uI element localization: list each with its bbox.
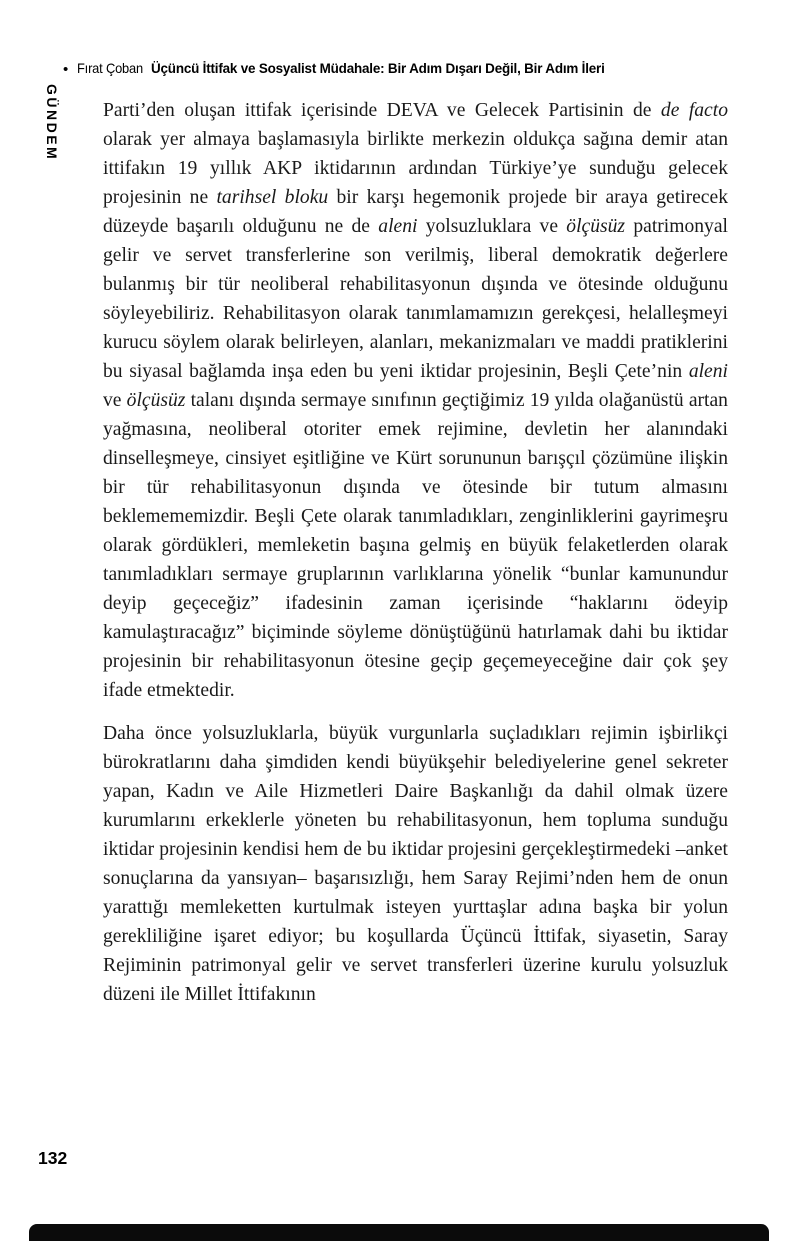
- italic-run: tarihsel bloku: [216, 187, 329, 208]
- text-run: talanı dışında sermaye sınıfının geçtiğimiz 19 yılda olağanüstü artan yağmasına, neoliberal otoriter emek rejimine, devletin her alanındaki dinselleşmeye, cinsiyet eşitliğine ve Kürt sorununun barışçıl çözümüne ilişkin bir tür rehabilitasyonun dışında ve ötesinde bir tutum almasını beklemememizdir. Beşli Çete olarak tanımladıkları, zenginliklerini gayrimeşru olarak gördükleri, memleketin başına gelmiş en büyük felaketlerden olarak tanımladıkları sermaye gruplarının varlıklarına yönelik “bunlar kamunundur deyip geçeceğiz” ifadesinin zaman içerisinde “haklarını ödeyip kamulaştıracağız” biçiminde söyleme dönüştüğünü hatırlamak dahi bu iktidar projesinin bir rehabilitasyonun ötesine geçip geçemeyeceğine dair çok şey ifade etmektedir.: [103, 390, 728, 701]
- italic-run: ölçüsüz: [566, 216, 626, 237]
- text-run: bir karşı hegemonik projede bir araya getirecek düzeyde başarılı olduğunu ne de: [103, 187, 728, 237]
- text-run: ve: [103, 390, 127, 411]
- paragraph: [103, 96, 728, 705]
- italic-run: aleni: [688, 361, 728, 382]
- next-page-edge: [29, 1224, 769, 1241]
- paragraphs-container: [103, 96, 728, 1009]
- header-bullet-icon: •: [63, 61, 69, 78]
- paragraph: [103, 719, 728, 1009]
- header-author: Fırat Çoban: [77, 60, 144, 76]
- italic-run: de facto: [660, 100, 728, 121]
- italic-run: aleni: [378, 216, 418, 237]
- text-run: yolsuzluklara ve: [417, 216, 567, 237]
- body-text: [103, 96, 728, 1023]
- text-run: patrimonyal gelir ve servet transferlerine son verilmiş, liberal demokratik değerlere bulanmış bir tür neoliberal rehabilitasyonun dışında ve ötesinde olduğunu söyleyebiliriz. Rehabilitasyon olarak tanımlamamızın gerekçesi, helalleşmeyi kurucu söylem olarak belirleyen, alanları, mekanizmaları ve maddi pratiklerini bu siyasal bağlamda inşa eden bu yeni iktidar projesinin, Beşli Çete’nin: [103, 216, 728, 382]
- running-header: [63, 60, 762, 78]
- header-article-title: Üçüncü İttifak ve Sosyalist Müdahale: Bir Adım Dışarı Değil, Bir Adım İleri: [150, 60, 605, 76]
- text-run: Parti’den oluşan ittifak içerisinde DEVA ve Gelecek Partisinin de: [103, 100, 661, 121]
- text-run: olarak yer almaya başlamasıyla birlikte merkezin oldukça sağına demir atan ittifakın 19 yıllık AKP iktidarının ardından Türkiye’ye sunduğu gelecek projesinin ne: [103, 129, 728, 208]
- italic-run: ölçüsüz: [126, 390, 186, 411]
- page-number: 132: [38, 1148, 68, 1168]
- text-run: Daha önce yolsuzluklarla, büyük vurgunlarla suçladıkları rejimin işbirlikçi bürokratlarını daha şimdiden kendi büyükşehir belediyelerine genel sekreter yapan, Kadın ve Aile Hizmetleri Daire Başkanlığı da dahil olmak üzere kurumlarını erkeklerle yöneten bu rehabilitasyonun, hem topluma sunduğu iktidar projesinin kendisi hem de bu iktidar projesini gerçekleştirmedeki –anket sonuçlarına da yansıyan– başarısızlığı, hem Saray Rejimi’nden hem de onun yarattığı memleketten kurtulmak isteyen yurttaşlar adına başka bir yolun gerekliliğine işaret ediyor; bu koşullarda Üçüncü İttifak, siyasetin, Saray Rejiminin patrimonyal gelir ve servet transferleri üzerine kurulu yolsuzluk düzeni ile Millet İttifakının: [103, 723, 728, 1005]
- section-label-vertical: GÜNDEM: [44, 84, 60, 162]
